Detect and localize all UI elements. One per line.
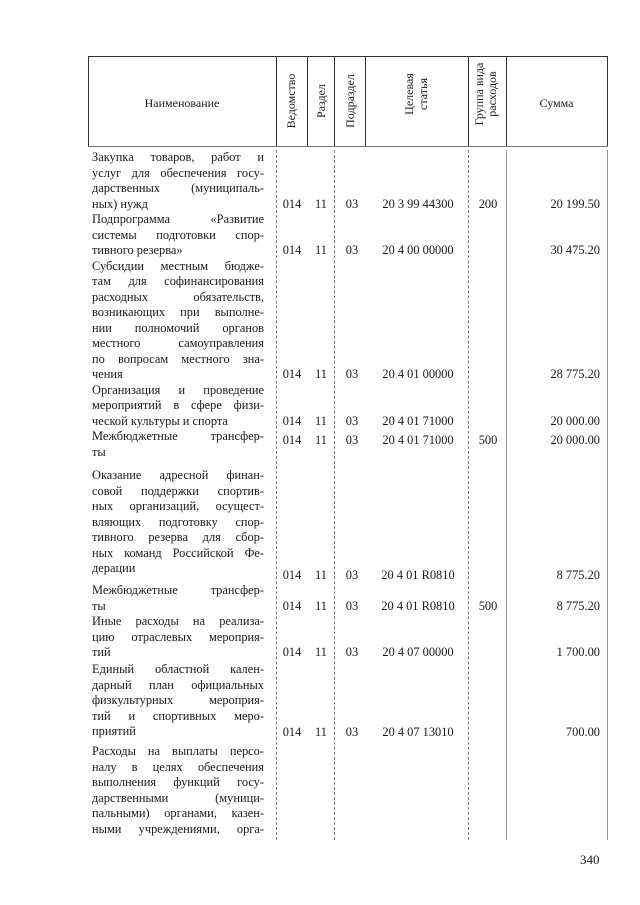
row-amount: 20 000.00	[550, 432, 600, 447]
header-section: Раздел	[314, 84, 328, 118]
row-subsection: 03	[345, 432, 359, 447]
row-section: 11	[315, 645, 327, 659]
row-target-article: 20 4 01 71000	[382, 413, 454, 428]
row-target-article: 20 4 01 R0810	[381, 567, 455, 582]
row-name: Оказание адресной финан- совой поддержки спортив- ных организаций, осущест- вляющих подготовку спор- тивного резерва для сбор- ных команд Российской Фе- дерации	[92, 468, 264, 575]
row-name: Единый областной кален- дарный план официальных физкультурных мероприя- тий и спортивных меро- приятий	[92, 662, 264, 738]
header-amount: Сумма	[539, 96, 574, 110]
page-number: 340	[580, 852, 600, 867]
row-name: Межбюджетные трансфер- ты	[92, 429, 264, 459]
header-sep-2	[307, 56, 308, 146]
row-department: 014	[282, 432, 302, 447]
row-name: Иные расходы на реализа- цию отраслевых мероприя- тий	[92, 614, 264, 659]
row-subsection: 03	[345, 196, 359, 211]
header-sep-1	[276, 56, 277, 146]
row-name: Закупка товаров, работ и услуг для обеспечения госу- дарственных (муниципаль- ных) нужд	[92, 150, 264, 211]
row-subsection: 03	[345, 413, 359, 428]
row-expense-group: 500	[478, 432, 498, 447]
row-target-article: 20 4 07 00000	[382, 645, 454, 659]
row-section: 11	[315, 196, 327, 211]
row-subsection: 03	[345, 724, 359, 739]
row-section: 11	[315, 432, 327, 447]
row-amount: 1 700.00	[556, 645, 600, 659]
row-amount: 20 199.50	[550, 196, 600, 211]
row-amount: 8 775.20	[556, 598, 600, 613]
row-target-article: 20 4 07 13010	[382, 724, 454, 739]
row-department: 014	[282, 413, 302, 428]
row-section: 11	[315, 567, 327, 582]
table-row	[0, 259, 640, 383]
table-row	[0, 429, 640, 460]
header-target-article: Целевая статья	[402, 73, 430, 115]
row-department: 014	[282, 243, 302, 257]
row-section: 11	[315, 367, 327, 381]
table-row	[0, 744, 640, 840]
row-amount: 20 000.00	[550, 413, 600, 428]
table-row	[0, 614, 640, 661]
table-row	[0, 383, 640, 430]
row-department: 014	[282, 724, 302, 739]
row-target-article: 20 4 01 71000	[382, 432, 454, 447]
row-name: Расходы на выплаты персо- налу в целях обеспечения выполнения функций госу- дарственными (муници- пальными) органами, казен- ными учреждениями, орга-	[92, 744, 264, 836]
row-subsection: 03	[345, 243, 359, 257]
row-department: 014	[282, 567, 302, 582]
row-department: 014	[282, 645, 302, 659]
header-sep-3	[334, 56, 335, 146]
header-sep-4	[365, 56, 366, 146]
row-amount: 30 475.20	[550, 243, 600, 257]
row-section: 11	[315, 413, 327, 428]
table-row	[0, 662, 640, 740]
row-name: Организация и проведение мероприятий в сфере физи- ческой культуры и спорта	[92, 382, 264, 428]
header-expense-group: Группа вида расходов	[472, 62, 499, 126]
row-target-article: 20 4 01 R0810	[381, 598, 455, 613]
table-row	[0, 468, 640, 583]
row-section: 11	[315, 598, 327, 613]
row-target-article: 20 4 01 00000	[382, 367, 454, 381]
header-sep-5	[468, 56, 469, 146]
row-department: 014	[282, 196, 302, 211]
table-row	[0, 583, 640, 614]
row-subsection: 03	[345, 567, 359, 582]
header-right-line	[607, 56, 608, 146]
header-bottom-line	[88, 146, 608, 147]
row-subsection: 03	[345, 645, 359, 659]
row-target-article: 20 3 99 44300	[382, 196, 454, 211]
row-expense-group: 200	[478, 196, 498, 211]
row-name: Субсидии местным бюдже- там для софинансирования расходных обязательств, возникающих при выполне- нии полномочий органов местного самоуправления по вопросам местного зна- чения	[92, 258, 264, 381]
row-name: Подпрограмма «Развитие системы подготовки спор- тивного резерва»	[92, 212, 264, 257]
row-department: 014	[282, 367, 302, 381]
row-section: 11	[315, 243, 327, 257]
row-section: 11	[315, 724, 327, 739]
row-name: Межбюджетные трансфер- ты	[92, 583, 264, 613]
header-top-line	[88, 56, 608, 57]
row-target-article: 20 4 00 00000	[382, 243, 454, 257]
row-subsection: 03	[345, 367, 359, 381]
table-row	[0, 212, 640, 259]
header-department: Ведомство	[284, 73, 298, 129]
header-subsection: Подраздел	[343, 74, 357, 128]
row-subsection: 03	[345, 598, 359, 613]
table-row	[0, 150, 640, 212]
row-amount: 700.00	[565, 724, 600, 739]
header-name: Наименование	[144, 96, 220, 110]
row-amount: 8 775.20	[556, 567, 600, 582]
row-expense-group: 500	[478, 598, 498, 613]
row-department: 014	[282, 598, 302, 613]
row-amount: 28 775.20	[550, 367, 600, 381]
